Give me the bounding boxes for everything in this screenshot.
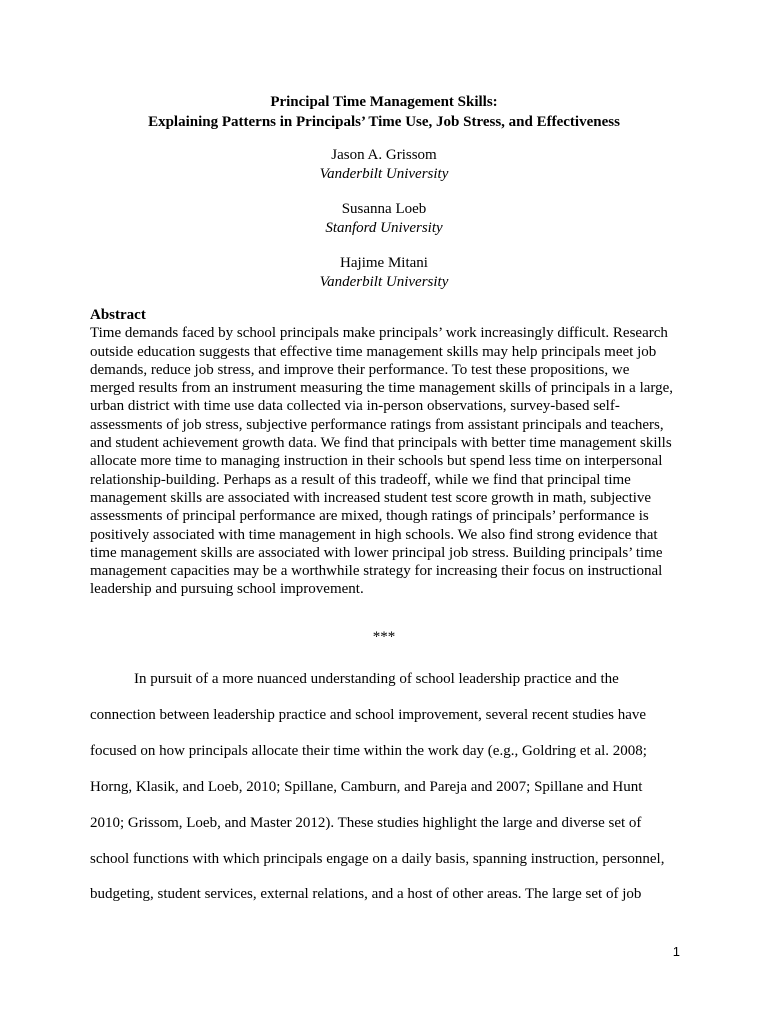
abstract-body <box>90 324 686 598</box>
author-name: Jason A. Grissom <box>331 147 437 163</box>
abstract-line: assessments of job stress, subjective performance ratings from assistant principals and teachers, <box>90 416 664 433</box>
author-affiliation: Vanderbilt University <box>319 166 449 182</box>
abstract-line: outside education suggests that effective time management skills may help principals meet job <box>90 343 657 360</box>
title-line-2: Explaining Patterns in Principals’ Time Use, Job Stress, and Effectiveness <box>148 114 620 130</box>
abstract-line: time management skills are associated with lower principal job stress. Building principals’ time <box>90 544 663 561</box>
abstract-section <box>90 306 686 599</box>
author-entry <box>0 254 768 292</box>
abstract-line: assessments of principal performance are mixed, though ratings of principals’ performance is <box>90 508 649 525</box>
author-affiliation: Vanderbilt University <box>319 274 449 290</box>
abstract-line: leadership and pursuing school improvement. <box>90 581 364 598</box>
abstract-line: merged results from an instrument measuring the time management skills of principals in a large, <box>90 380 674 397</box>
paper-title <box>0 92 768 132</box>
body-line: focused on how principals allocate their time within the work day (e.g., Goldring et al. 2008; <box>90 742 647 759</box>
author-entry <box>0 146 768 184</box>
body-line: Horng, Klasik, and Loeb, 2010; Spillane, Camburn, and Pareja and 2007; Spillane and Hunt <box>90 778 643 795</box>
title-line-1: Principal Time Management Skills: <box>270 94 498 110</box>
author-affiliation: Stanford University <box>325 220 443 236</box>
author-list <box>0 146 768 308</box>
abstract-heading: Abstract <box>90 307 146 323</box>
body-line: In pursuit of a more nuanced understanding of school leadership practice and the <box>134 671 619 687</box>
abstract-line: demands, reduce job stress, and improve their performance. To test these propositions, we <box>90 361 630 378</box>
body-line: budgeting, student services, external relations, and a host of other areas. The large set of job <box>90 886 642 903</box>
page-number: 1 <box>672 944 680 959</box>
section-separator: *** <box>372 629 396 645</box>
abstract-line: positively associated with time management in high schools. We also find strong evidence that <box>90 526 658 543</box>
abstract-line: relationship-building. Perhaps as a result of this tradeoff, while we find that principal time <box>90 471 631 488</box>
author-name: Hajime Mitani <box>340 255 428 271</box>
abstract-line: and student achievement growth data. We find that principals with better time management skills <box>90 435 672 452</box>
abstract-line: allocate more time to managing instruction in their schools but spend less time on interpersonal <box>90 453 663 470</box>
abstract-line: management skills are associated with increased student test score growth in math, subjective <box>90 489 652 506</box>
abstract-line: urban district with time use data collected via in-person observations, survey-based self- <box>90 398 620 415</box>
author-entry <box>0 200 768 238</box>
body-line: connection between leadership practice and school improvement, several recent studies have <box>90 706 647 723</box>
author-name: Susanna Loeb <box>341 201 427 217</box>
abstract-line: Time demands faced by school principals make principals’ work increasingly difficult. Research <box>90 325 668 342</box>
body-line: school functions with which principals engage on a daily basis, spanning instruction, personnel, <box>90 850 665 867</box>
body-line: 2010; Grissom, Loeb, and Master 2012). These studies highlight the large and diverse set of <box>90 814 642 831</box>
body-paragraph <box>90 662 686 913</box>
abstract-line: management capacities may be a worthwhile strategy for increasing their focus on instructional <box>90 563 663 580</box>
